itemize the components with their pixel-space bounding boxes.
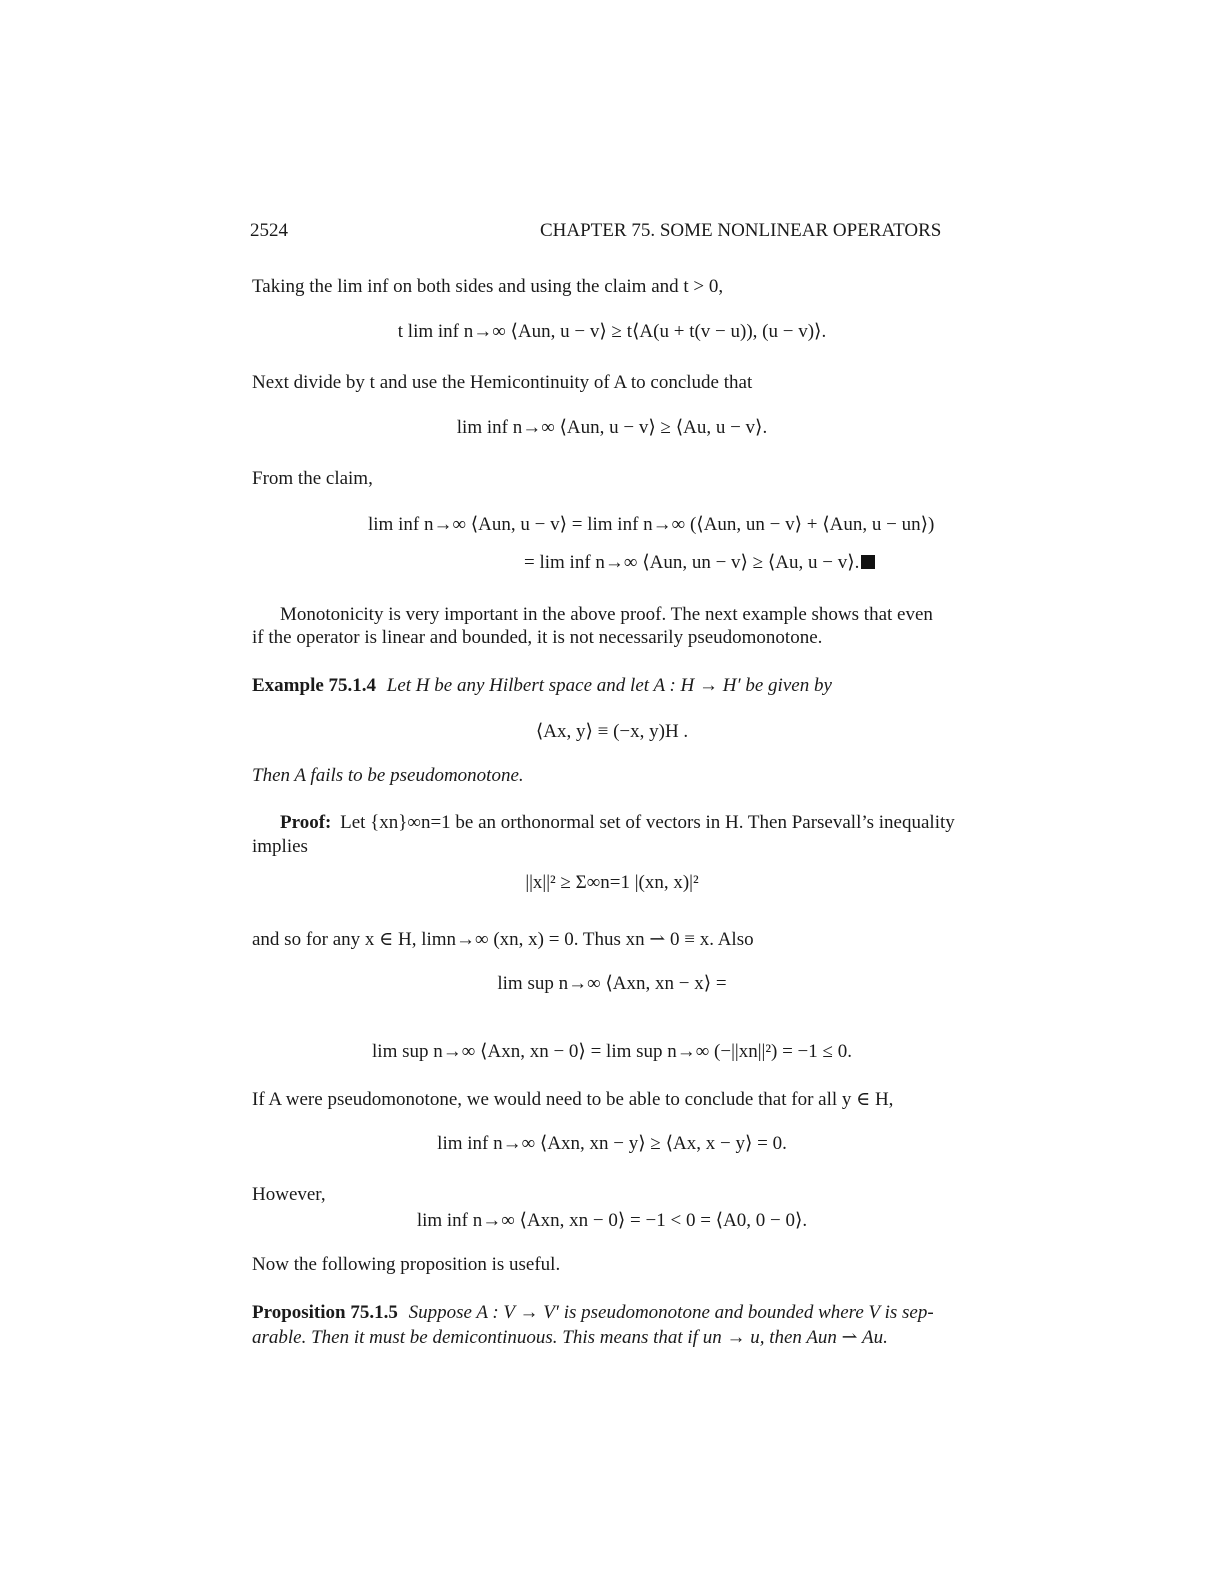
equation-3-line-2-text: = lim inf n→∞ ⟨Aun, un − v⟩ ≥ ⟨Au, u − v⟩. [524, 552, 860, 573]
equation-1 [0, 320, 1224, 343]
proposition-label: Proposition 75.1.5 [252, 1302, 398, 1323]
paragraph-8: Now the following proposition is useful. [252, 1254, 561, 1275]
paragraph-1-text: Taking the lim inf on both sides and using the claim and t > 0, [252, 276, 724, 297]
paragraph-7: However, [252, 1184, 326, 1205]
equation-5: ||x||² ≥ Σ∞n=1 |(xn, x)|² [525, 872, 699, 893]
example-label: Example 75.1.4 [252, 675, 377, 696]
equation-2: lim inf n→∞ ⟨Aun, u − v⟩ ≥ ⟨Au, u − v⟩. [456, 417, 768, 438]
equation-8: lim inf n→∞ ⟨Axn, xn − y⟩ ≥ ⟨Ax, x − y⟩ = 0. [437, 1133, 787, 1154]
page-number: 2524 [250, 220, 288, 241]
proposition-line-2: arable. Then it must be demicontinuous. This means that if un → u, then Aun ⇀ Au. [252, 1327, 888, 1348]
equation-9: lim inf n→∞ ⟨Axn, xn − 0⟩ = −1 < 0 = ⟨A0, 0 − 0⟩. [416, 1210, 808, 1231]
example-text: Let H be any Hilbert space and let A : H → H′ be given by [386, 675, 832, 696]
example-conclusion: Then A fails to be pseudomonotone. [252, 765, 524, 786]
proof-line-1 [280, 812, 955, 834]
proposition-line-1 [252, 1302, 934, 1324]
example-statement [252, 675, 832, 697]
equation-1-text: t lim inf n→∞ ⟨Aun, u − v⟩ ≥ t⟨A(u + t(v − u)), (u − v)⟩. [397, 321, 827, 342]
paragraph-4-line-1: Monotonicity is very important in the above proof. The next example shows that even [280, 604, 933, 625]
proof-label: Proof: [280, 812, 332, 833]
equation-3-line-1: lim inf n→∞ ⟨Aun, u − v⟩ = lim inf n→∞ (⟨Aun, un − v⟩ + ⟨Aun, u − un⟩) [368, 514, 935, 535]
running-head: CHAPTER 75. SOME NONLINEAR OPERATORS [540, 220, 942, 241]
paragraph-3: From the claim, [252, 468, 373, 489]
equation-3-line-2 [524, 551, 875, 574]
paragraph-5: and so for any x ∈ H, limn→∞ (xn, x) = 0. Thus xn ⇀ 0 ≡ x. Also [252, 929, 754, 950]
proposition-text: Suppose A : V → V′ is pseudomonotone and bounded where V is sep- [408, 1302, 934, 1323]
paragraph-2: Next divide by t and use the Hemicontinuity of A to conclude that [252, 372, 753, 393]
proof-line-2: implies [252, 836, 308, 857]
paragraph-1 [252, 276, 723, 298]
equation-6: lim sup n→∞ ⟨Axn, xn − x⟩ = [497, 973, 727, 994]
equation-4: ⟨Ax, y⟩ ≡ (−x, y)H . [535, 721, 689, 742]
qed-square-icon [861, 555, 875, 569]
proof-text: Let {xn}∞n=1 be an orthonormal set of vectors in H. Then Parsevall’s inequality [340, 812, 955, 833]
equation-7: lim sup n→∞ ⟨Axn, xn − 0⟩ = lim sup n→∞ (−||xn||²) = −1 ≤ 0. [372, 1041, 852, 1062]
paragraph-4-line-2: if the operator is linear and bounded, it is not necessarily pseudomonotone. [252, 627, 823, 648]
paragraph-6: If A were pseudomonotone, we would need to be able to conclude that for all y ∈ H, [252, 1089, 894, 1110]
